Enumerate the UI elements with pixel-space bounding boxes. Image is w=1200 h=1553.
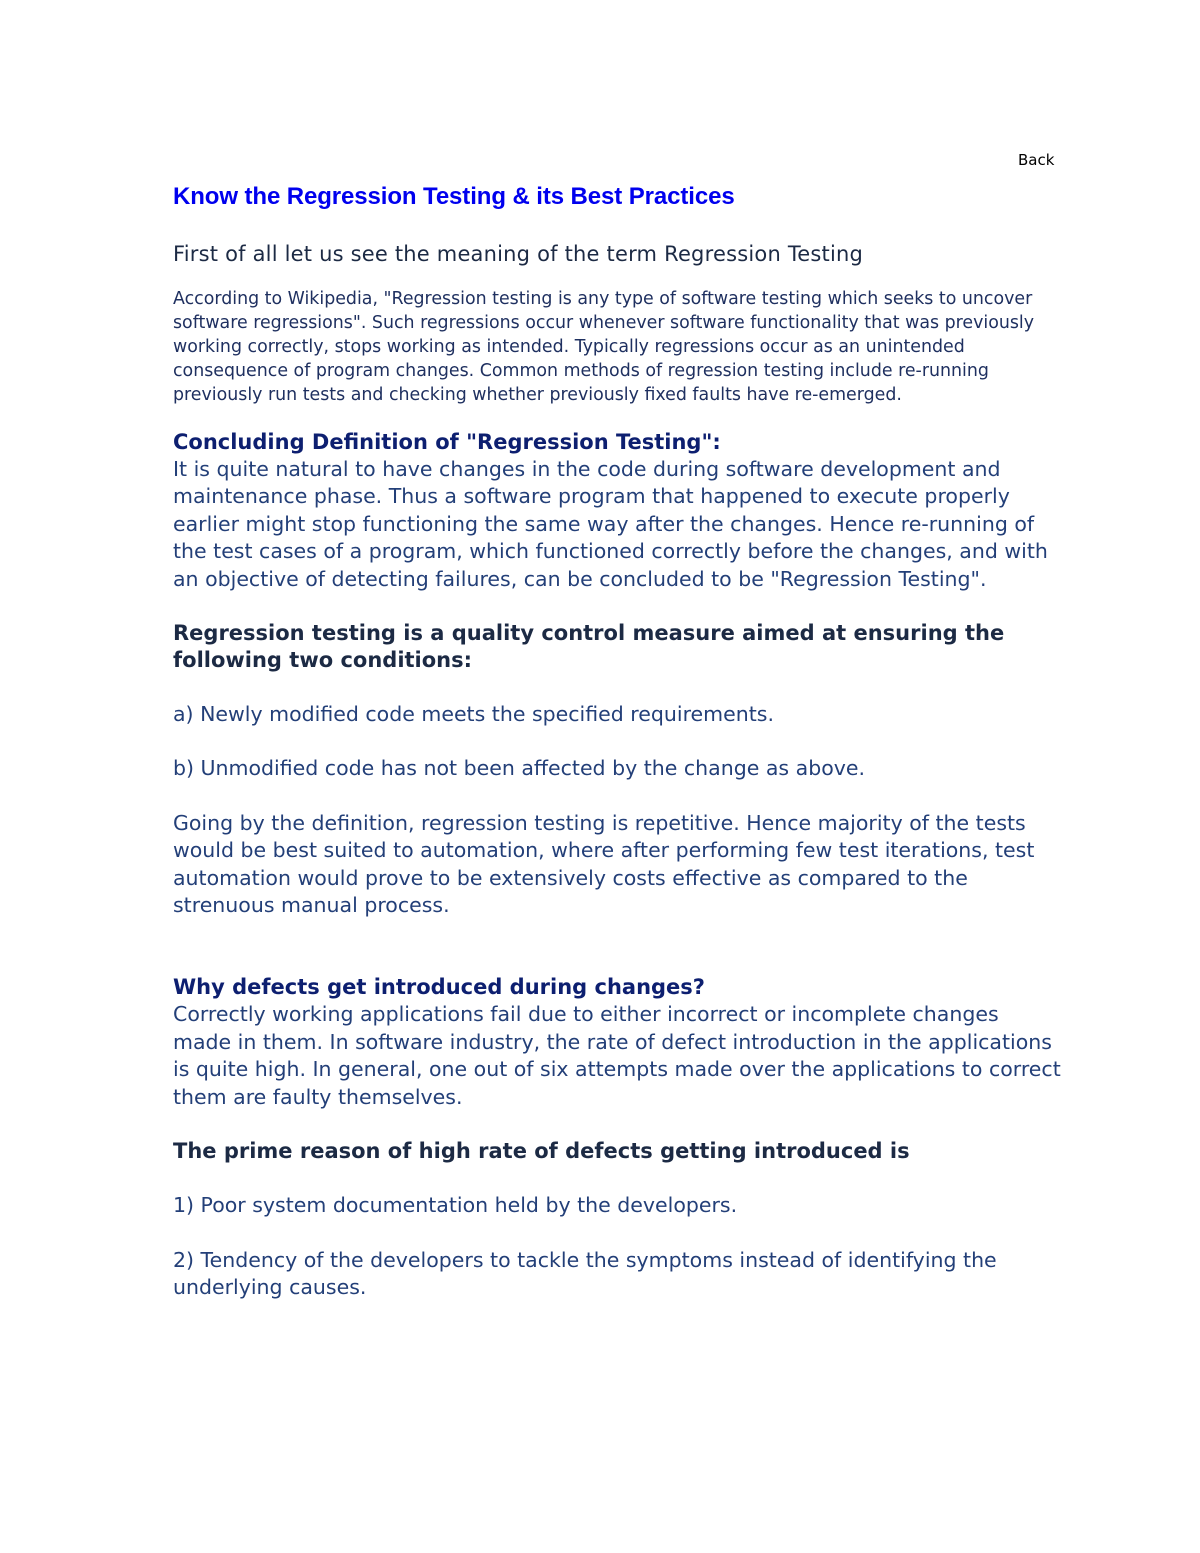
quality-control-heading: Regression testing is a quality control measure aimed at ensuring the following two conditions:	[173, 621, 1005, 673]
back-link[interactable]: Back	[1018, 151, 1055, 169]
concluding-definition-paragraph: It is quite natural to have changes in the code during software development and maintenance phase. Thus a software program that happened to execute properly earlier might stop functioning the same way after the changes. Hence re-running of the test cases of a program, which functioned correctly before the changes, and with an objective of detecting failures, can be concluded to be "Regression Testing".	[173, 457, 1048, 591]
condition-a: a) Newly modified code meets the specified requirements.	[173, 702, 774, 727]
defects-paragraph: Correctly working applications fail due to either incorrect or incomplete changes made in them. In software industry, the rate of defect introduction in the applications is quite high. In general, one out of six attempts made over the applications to correct them are faulty themselves.	[173, 1002, 1061, 1109]
concluding-definition-section	[173, 429, 1073, 593]
automation-paragraph: Going by the definition, regression testing is repetitive. Hence majority of the tests would be best suited to automation, where after performing few test iterations, test automation would prove to be extensively costs effective as compared to the strenuous manual process.	[173, 810, 1035, 918]
wikipedia-definition-paragraph: According to Wikipedia, "Regression testing is any type of software testing which seeks to uncover software regressions". Such regressions occur whenever software functionality that was previously working correctly, stops working as intended. Typically regressions occur as an unintended consequence of program changes. Common methods of regression testing include re-running previously run tests and checking whether previously fixed faults have re-emerged.	[173, 289, 1035, 405]
article-body	[173, 182, 1073, 1301]
reason-2: 2) Tendency of the developers to tackle the symptoms instead of identifying the underlying causes.	[173, 1247, 997, 1299]
prime-reason-section	[173, 1138, 1073, 1165]
page-title: Know the Regression Testing & its Best Practices	[173, 183, 735, 210]
defects-heading: Why defects get introduced during changes?	[173, 975, 705, 1000]
reason-1: 1) Poor system documentation held by the developers.	[173, 1193, 738, 1218]
defects-section	[173, 974, 1073, 1111]
prime-reason-heading: The prime reason of high rate of defects getting introduced is	[173, 1139, 910, 1164]
concluding-definition-heading: Concluding Definition of "Regression Testing":	[173, 430, 721, 454]
intro-heading: First of all let us see the meaning of the term Regression Testing	[173, 242, 864, 266]
quality-control-section	[173, 620, 1073, 674]
condition-b: b) Unmodified code has not been affected by the change as above.	[173, 756, 866, 781]
